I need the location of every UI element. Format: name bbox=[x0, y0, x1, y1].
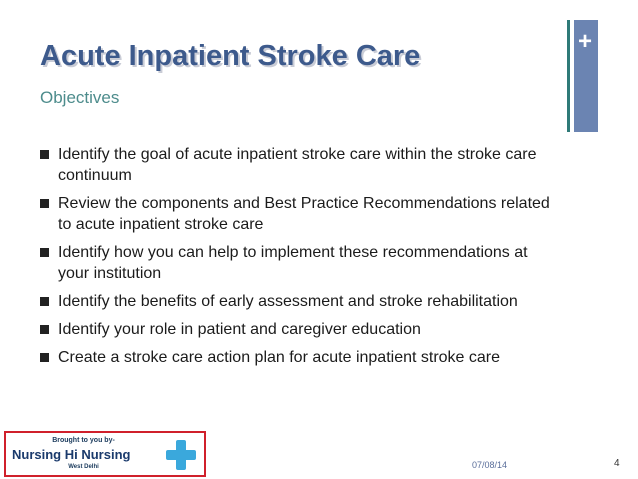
objectives-list bbox=[40, 144, 560, 375]
objective-item bbox=[40, 144, 560, 186]
decorative-bar-dark bbox=[567, 20, 570, 132]
objective-text: Identify your role in patient and caregiver education bbox=[58, 321, 421, 338]
objective-item bbox=[40, 193, 560, 235]
bullet-square-icon bbox=[40, 325, 49, 334]
bullet-square-icon bbox=[40, 199, 49, 208]
bullet-square-icon bbox=[40, 150, 49, 159]
objective-item bbox=[40, 347, 560, 368]
slide-title: Acute Inpatient Stroke Care bbox=[40, 40, 421, 72]
objective-item bbox=[40, 242, 560, 284]
objective-text: Create a stroke care action plan for acute inpatient stroke care bbox=[58, 349, 501, 366]
objective-text: Review the components and Best Practice Recommendations related to acute inpatient stroke care bbox=[58, 195, 550, 233]
nursing-logo bbox=[4, 431, 206, 477]
medical-cross-icon bbox=[166, 440, 196, 470]
objective-item bbox=[40, 291, 560, 312]
plus-icon: + bbox=[578, 28, 593, 55]
slide-date: 07/08/14 bbox=[472, 460, 508, 470]
objective-text: Identify how you can help to implement these recommendations at your institution bbox=[58, 244, 528, 282]
slide-subtitle: Objectives bbox=[40, 88, 120, 107]
bullet-square-icon bbox=[40, 353, 49, 362]
objective-text: Identify the goal of acute inpatient stroke care within the stroke care continuum bbox=[58, 146, 537, 184]
bullet-square-icon bbox=[40, 297, 49, 306]
page-number: 4 bbox=[614, 458, 620, 469]
objective-item bbox=[40, 319, 560, 340]
logo-name: Nursing Hi Nursing bbox=[12, 447, 131, 462]
logo-location: West Delhi bbox=[68, 464, 99, 470]
objective-text: Identify the benefits of early assessment and stroke rehabilitation bbox=[58, 293, 518, 310]
logo-tagline: Brought to you by- bbox=[52, 437, 115, 444]
bullet-square-icon bbox=[40, 248, 49, 257]
